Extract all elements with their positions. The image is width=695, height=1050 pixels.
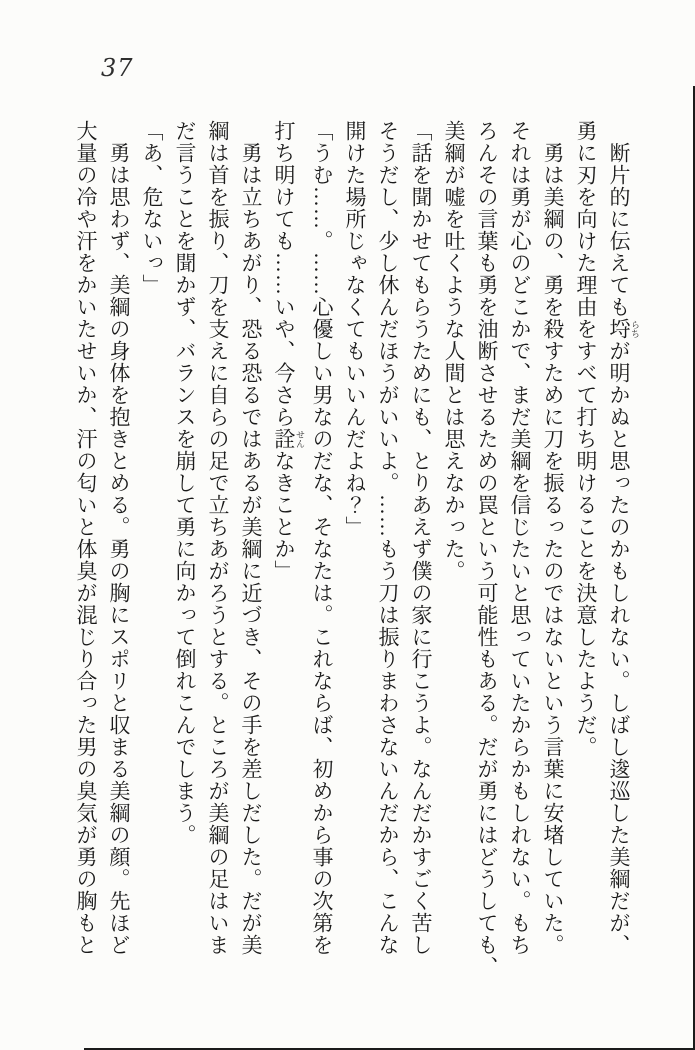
page-number: 37 <box>101 54 134 82</box>
text-line: 勇は立ちあがり、恐る恐るではあるが美綱に近づき、その手を差しだした。だが美 <box>239 142 263 956</box>
text-line: 「あ、危ないっ」 <box>140 120 164 296</box>
text-line: ろんその言葉も勇を油断させるための罠という可能性もある。だが勇にはどうしても、 <box>475 120 499 978</box>
text-line: 打ち明けても……いや、今さら詮 せんなきことか」 <box>272 120 305 582</box>
text-line: 「うむ……。……心優しい男なのだな、そなたは。これならば、初めから事の次第を <box>310 120 334 956</box>
text-line: それは勇が心のどこかで、まだ美綱を信じたいと思っていたからかもしれない。もち <box>508 120 532 956</box>
page-text <box>74 120 640 992</box>
text-line: 断片的に伝えても埒 らちが明かぬと思ったのかもしれない。しばし逡巡した美綱だが、 <box>607 142 640 956</box>
text-line: 「話を聞かせてもらうためにも、とりあえず僕の家に行こうよ。なんだかすごく苦し <box>409 120 433 956</box>
ruby-annotated-kanji: 埒 らち <box>607 318 640 340</box>
text-line: 美綱が嘘を吐くような人間とは思えなかった。 <box>442 120 466 582</box>
text-line: だ言うことを聞かず、バランスを崩して勇に向かって倒れこんでしまう。 <box>173 120 197 846</box>
text-line: そうだし、少し休んだほうがいいよ。……もう刀は振りまわさないんだから、こんな <box>376 120 400 956</box>
text-line: 勇に刃を向けた理由をすべて打ち明けることを決意したようだ。 <box>574 120 598 758</box>
text-line: 大量の冷や汗をかいたせいか、汗の匂いと体臭が混じり合った男の臭気が勇の胸もと <box>74 120 98 956</box>
text-line: 綱は首を振り、刀を支えに自らの足で立ちあがろうとする。ところが美綱の足はいま <box>206 120 230 956</box>
text-line: 勇は思わず、美綱の身体を抱きとめる。勇の胸にスポリと収まる美綱の顔。先ほど <box>107 142 131 956</box>
text-line: 勇は美綱の、勇を殺すために刀を振るったのではないという言葉に安堵していた。 <box>541 142 565 956</box>
text-line: 開けた場所じゃなくてもいいんだよね？」 <box>343 120 367 538</box>
ruby-annotated-kanji: 詮 せん <box>272 428 305 450</box>
